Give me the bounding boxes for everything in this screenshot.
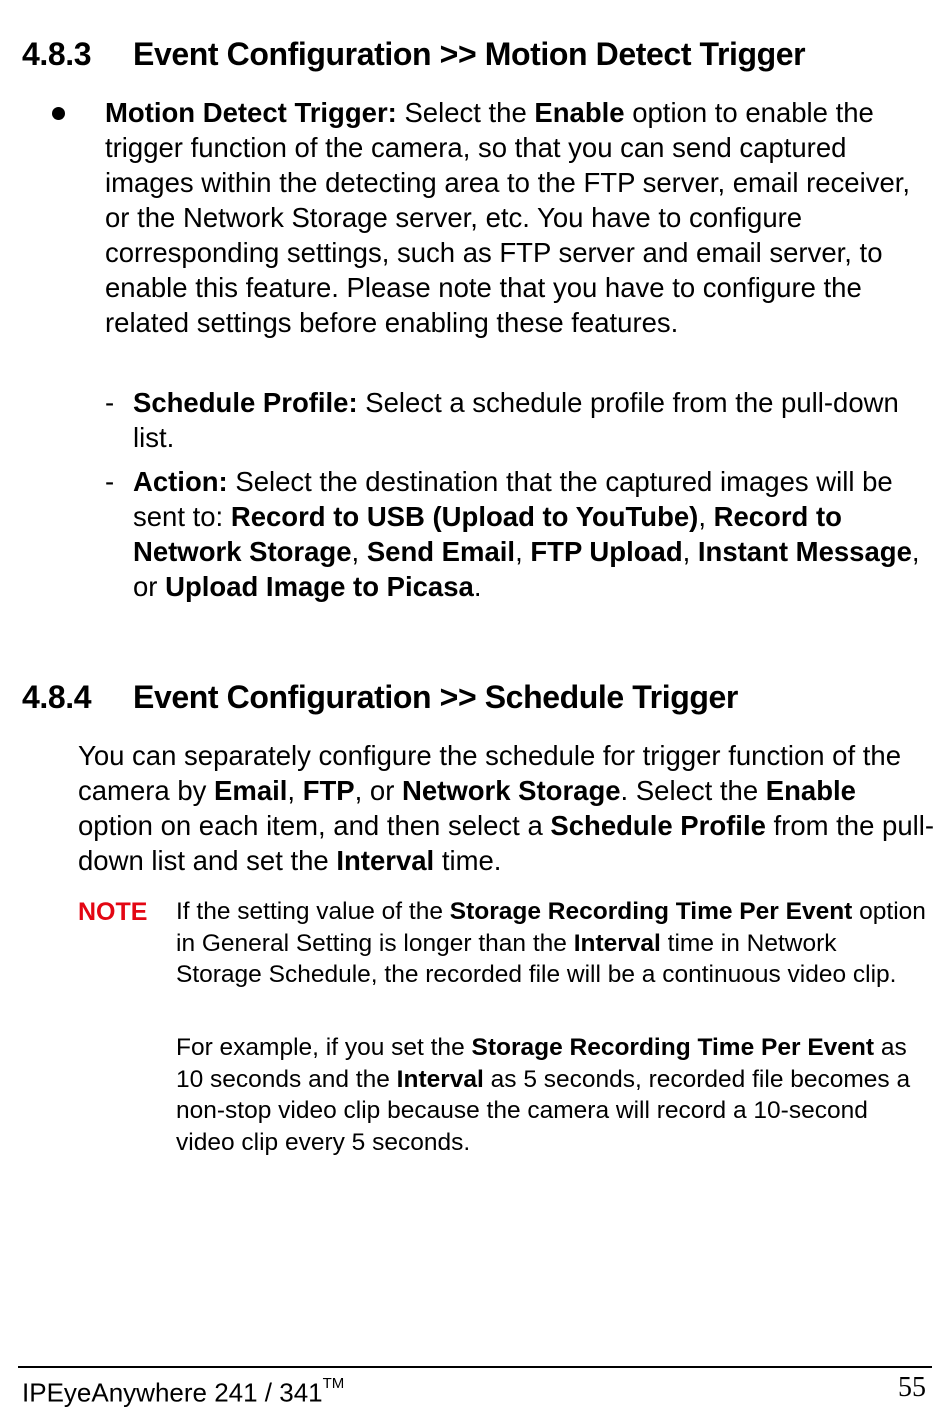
section-heading-4-8-3 xyxy=(22,36,805,73)
schedule-profile-paragraph: Schedule Profile: Select a schedule profile from the pull-down list. xyxy=(133,387,899,453)
note-label: NOTE xyxy=(78,898,148,926)
schedule-trigger-paragraph: You can separately configure the schedule for trigger function of the camera by Email, FTP, or Network Storage. Select the Enable option on each item, and then select a Schedule Profile from the pull-down list and set the Interval time. xyxy=(78,740,935,876)
term-label: Action: xyxy=(133,466,228,497)
section-title: Event Configuration >> Schedule Trigger xyxy=(133,679,738,715)
term-label: Motion Detect Trigger: xyxy=(105,97,397,128)
footer-divider xyxy=(18,1366,932,1368)
motion-detect-trigger-paragraph: Motion Detect Trigger: Select the Enable option to enable the trigger function of the camera, so that you can send captured images within the detecting area to the FTP server, email receiver, or the Network Storage server, etc. You have to configure corresponding settings, such as FTP server and email server, to enable this feature. Please note that you have to configure the related settings before enabling these features. xyxy=(105,97,911,338)
footer-product-name: IPEyeAnywhere 241 / 341™ xyxy=(22,1375,345,1408)
bullet-dot-icon xyxy=(52,107,65,120)
section-number: 4.8.3 xyxy=(22,36,92,72)
section-heading-4-8-4 xyxy=(22,679,738,716)
dash-marker: - xyxy=(105,387,115,418)
term-label: Schedule Profile: xyxy=(133,387,358,418)
trademark-mark: TM xyxy=(322,1375,345,1392)
page-number: 55 xyxy=(898,1372,926,1403)
section-title: Event Configuration >> Motion Detect Trigger xyxy=(133,36,806,72)
note-paragraph-2: For example, if you set the Storage Recording Time Per Event as 10 seconds and the Interval as 5 seconds, recorded file becomes a non-stop video clip because the camera will record a 10-second video clip every 5 seconds. xyxy=(176,1034,911,1156)
dash-marker: - xyxy=(105,466,115,497)
note-paragraph-1: If the setting value of the Storage Recording Time Per Event option in General Setting is longer than the Interval time in Network Storage Schedule, the recorded file will be a continuous video clip. xyxy=(176,898,926,988)
section-number: 4.8.4 xyxy=(22,679,92,715)
action-paragraph: Action: Select the destination that the captured images will be sent to: Record to USB (Upload to YouTube), Record to Network Storage, Send Email, FTP Upload, Instant Message, or Upload Image to Picasa. xyxy=(133,466,920,602)
